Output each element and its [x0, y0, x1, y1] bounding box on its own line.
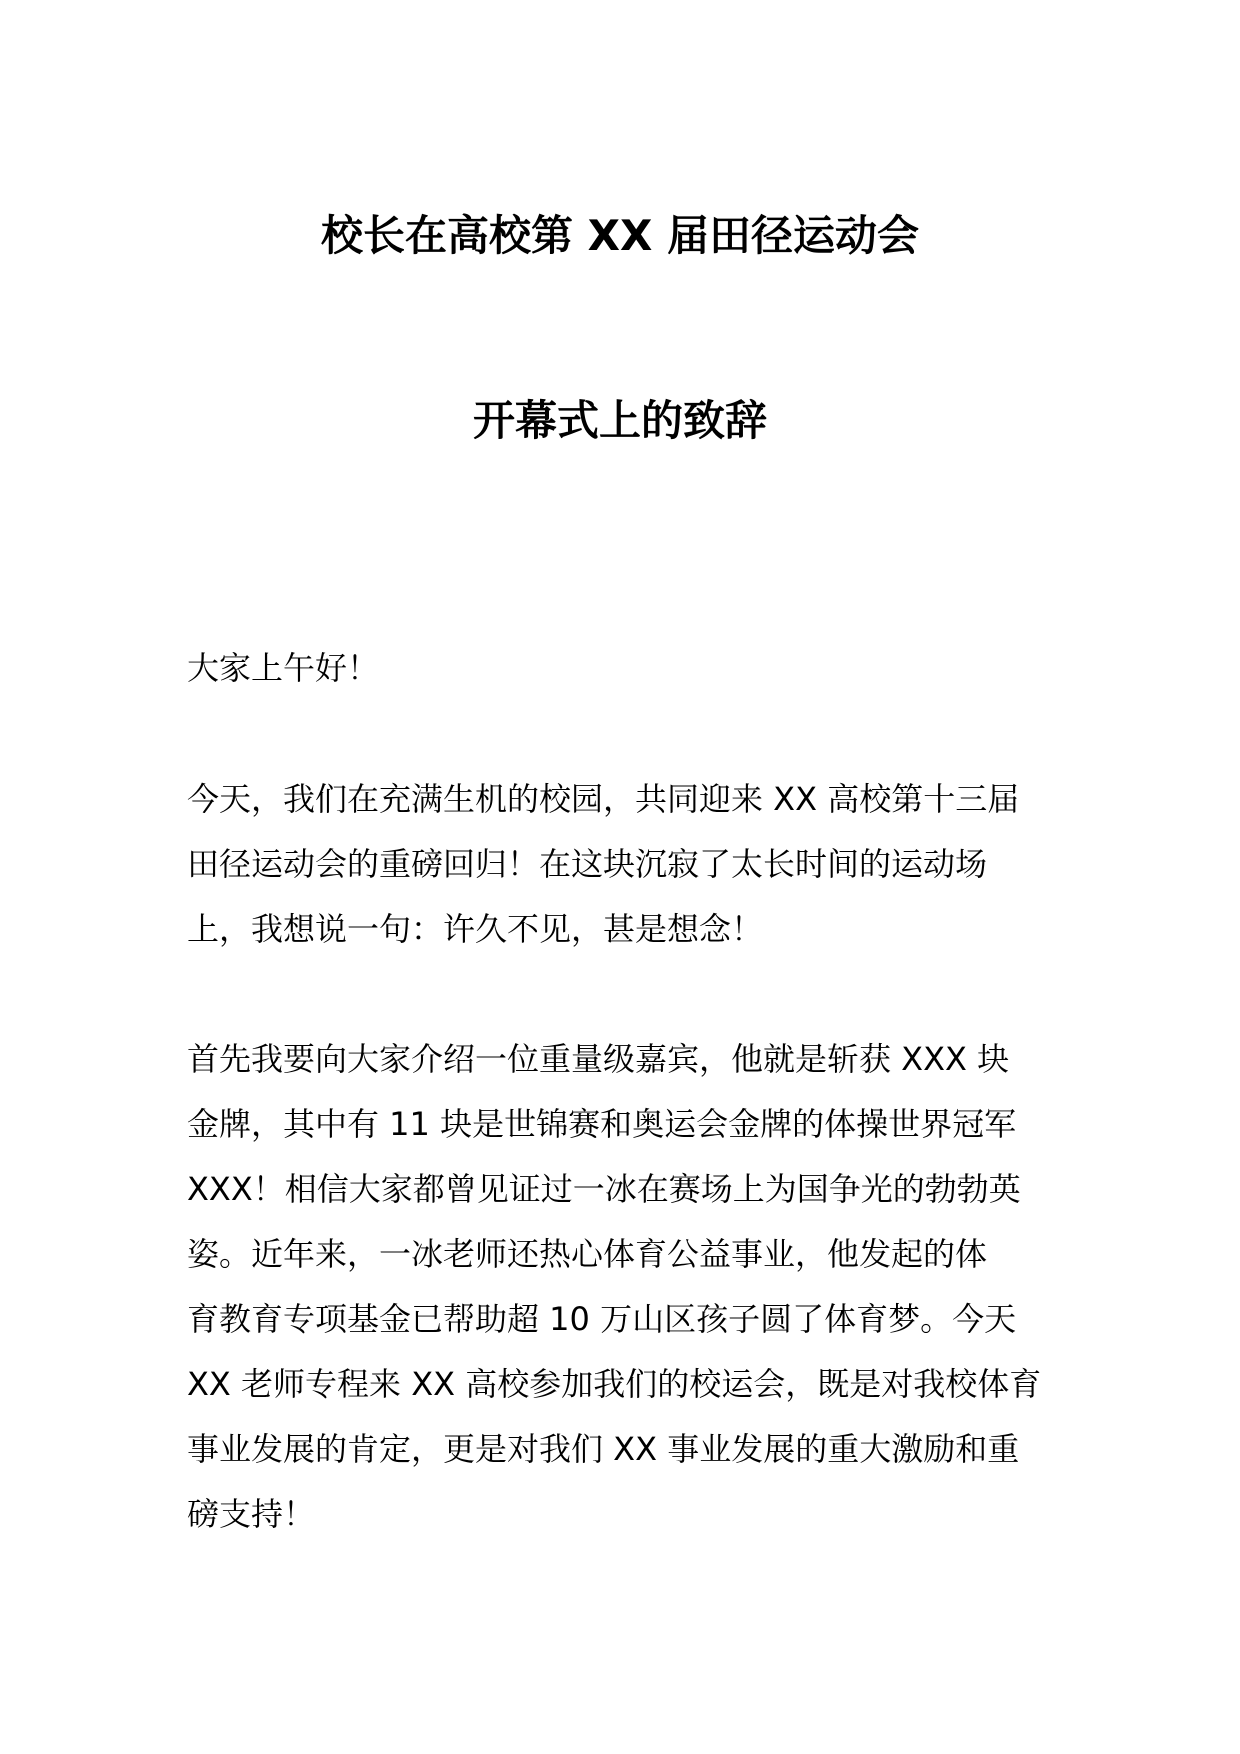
document-title-line-1: 校长在高校第 XX 届田径运动会: [320, 211, 919, 260]
paragraph-2: [187, 1027, 1067, 1547]
paragraph-line: 育教育专项基金已帮助超 10 万山区孩子圆了体育梦。今天: [187, 1300, 1017, 1338]
paragraph-line: XXX！相信大家都曾见证过一冰在赛场上为国争光的勃勃英: [187, 1170, 1021, 1208]
paragraph-line: 首先我要向大家介绍一位重量级嘉宾，他就是斩获 XXX 块: [187, 1040, 1010, 1078]
greeting-paragraph: [187, 636, 1067, 701]
paragraph-line: 上，我想说一句：许久不见，甚是想念！: [187, 910, 764, 948]
paragraph-line: 今天，我们在充满生机的校园，共同迎来 XX 高校第十三届: [187, 780, 1020, 818]
paragraph-line: XX 老师专程来 XX 高校参加我们的校运会，既是对我校体育: [187, 1365, 1042, 1403]
paragraph-line: 田径运动会的重磅回归！在这块沉寂了太长时间的运动场: [187, 845, 988, 883]
paragraph-line: 金牌，其中有 11 块是世锦赛和奥运会金牌的体操世界冠军: [187, 1105, 1017, 1143]
greeting-text: 大家上午好！: [187, 649, 380, 687]
paragraph-1: [187, 767, 1067, 962]
paragraph-line: 磅支持！: [187, 1495, 316, 1533]
paragraph-line: 姿。近年来，一冰老师还热心体育公益事业，他发起的体: [187, 1235, 988, 1273]
paragraph-line: 事业发展的肯定，更是对我们 XX 事业发展的重大激励和重: [187, 1430, 1020, 1468]
document-title-line-2: 开幕式上的致辞: [472, 396, 767, 445]
